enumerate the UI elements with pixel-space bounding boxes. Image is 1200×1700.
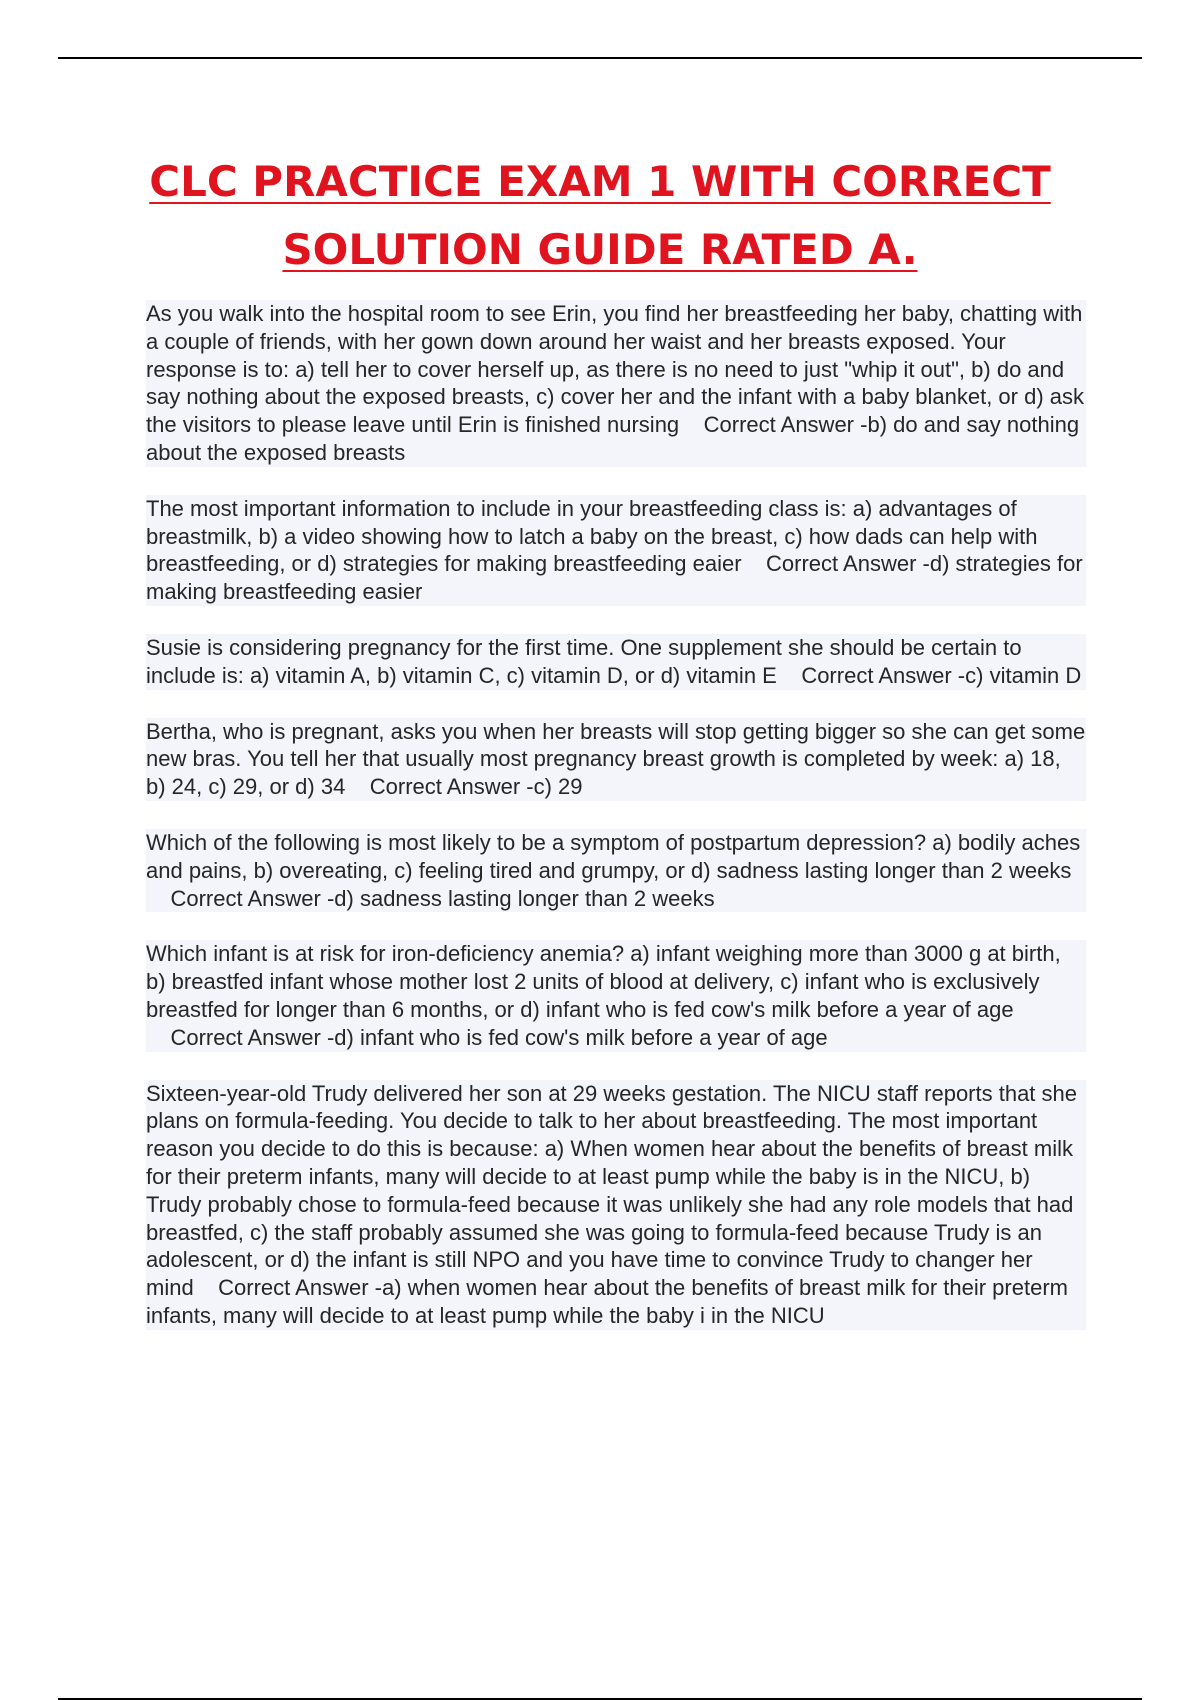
answer-prefix: Correct Answer - [170,885,335,911]
page-title [100,148,1100,284]
answer-text: d) sadness lasting longer than 2 weeks [334,885,715,911]
question-item [146,829,1086,912]
answer-text: c) 29 [533,774,583,800]
title-line-1: CLC PRACTICE EXAM 1 WITH CORRECT [149,157,1051,206]
question-text: Bertha, who is pregnant, asks you when her breasts will stop getting bigger so she can get some new bras. You tell her that usually most pregnancy breast growth is completed by week: a) 18, b) 24, c) 29, or d) 34 [146,718,1086,800]
answer-prefix: Correct Answer - [170,1024,335,1050]
answer-text: d) strategies for making breastfeeding easier [146,551,1083,605]
answer-prefix: Correct Answer - [801,662,966,688]
question-text: As you walk into the hospital room to see Erin, you find her breastfeeding her baby, chatting with a couple of friends, with her gown down around her waist and her breasts exposed. Your response is to: a) tell her to cover herself up, as there is no need to just "whip it out", b) do and say nothing about the exposed breasts, c) cover her and the infant with a baby blanket, or d) ask the visitors to please leave until Erin is finished nursing [146,301,1085,438]
question-item [146,634,1086,690]
question-text: Which of the following is most likely to be a symptom of postpartum depression? a) bodily aches and pains, b) overeating, c) feeling tired and grumpy, or d) sadness lasting longer than 2 weeks [146,829,1081,883]
question-list [146,300,1086,1358]
header-rule [58,57,1142,59]
answer-text: d) infant who is fed cow's milk before a year of age [334,1024,828,1050]
question-text: Which infant is at risk for iron-deficiency anemia? a) infant weighing more than 3000 g at birth, b) breastfed infant whose mother lost 2 units of blood at delivery, c) infant who is exclusively breastfed for longer than 6 months, or d) infant who is fed cow's milk before a year of age [146,941,1061,1022]
answer-prefix: Correct Answer - [218,1275,382,1301]
answer-prefix: Correct Answer - [369,774,534,800]
answer-text: b) do and say nothing about the exposed breasts [146,412,1080,465]
question-item [146,300,1086,467]
question-text: Susie is considering pregnancy for the first time. One supplement she should be certain to include is: a) vitamin A, b) vitamin C, c) vitamin D, or d) vitamin E [146,634,1022,688]
question-item [146,495,1086,606]
answer-text: a) when women hear about the benefits of breast milk for their preterm infants, many will decide to at least pump while the baby i in the NICU [146,1275,1068,1328]
question-item [146,718,1086,801]
question-text: Sixteen-year-old Trudy delivered her son at 29 weeks gestation. The NICU staff reports that she plans on formula-feeding. You decide to talk to her about breastfeeding. The most important reason you decide to do this is because: a) When women hear about the benefits of breast milk for their preterm infants, many will decide to at least pump while the baby is in the NICU, b) Trudy probably chose to formula-feed because it was unlikely she had any role models that had breastfed, c) the staff probably assumed she was going to formula-feed because Trudy is an adolescent, or d) the infant is still NPO and you have time to convince Trudy to changer her mind [146,1080,1078,1301]
answer-prefix: Correct Answer - [766,551,930,577]
answer-prefix: Correct Answer - [703,412,868,438]
question-item [146,1080,1086,1330]
answer-text: c) vitamin D [965,662,1082,688]
title-line-2: SOLUTION GUIDE RATED A. [282,225,918,274]
question-item [146,940,1086,1051]
question-text: The most important information to include in your breastfeeding class is: a) advantages of breastmilk, b) a video showing how to latch a baby on the breast, c) how dads can help with breastfeeding, or d) strategies for making breastfeeding eaier [146,495,1038,577]
